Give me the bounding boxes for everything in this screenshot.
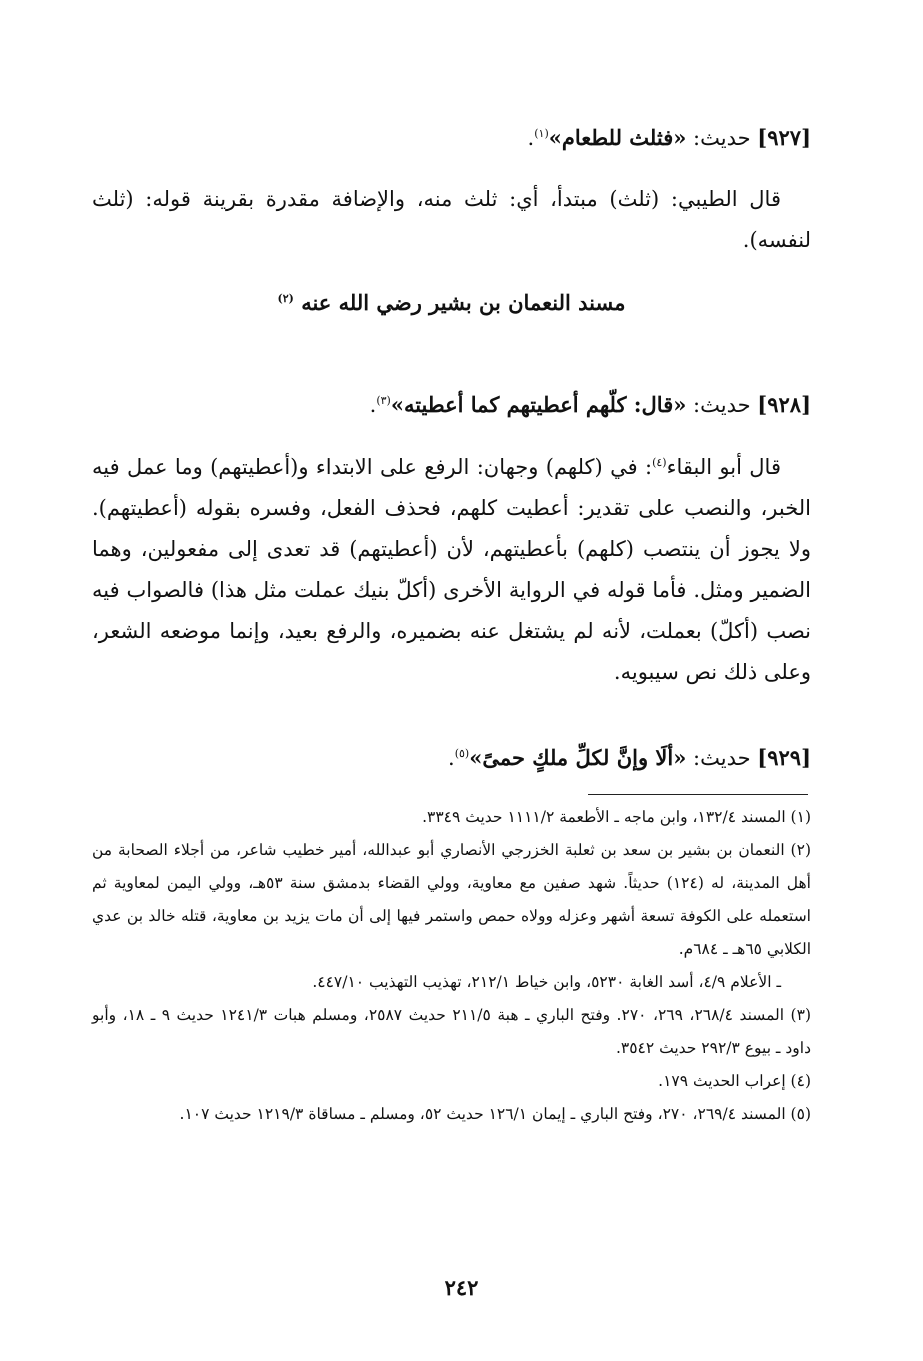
sentence-end: .	[527, 126, 535, 150]
hadith-text: «فثلث للطعام»	[548, 125, 687, 150]
commentary-start: قال أبو البقاء	[666, 455, 781, 479]
hadith-929-line	[92, 737, 811, 779]
footnote-2: (٢) النعمان بن بشير بن سعد بن ثعلبة الخزرجي الأنصاري أبو عبدالله، أمير خطيب شاعر، من أجلاء الصحابة من أهل المدينة، له (١٢٤) حديثاً. شهد صفين مع معاوية، وولي القضاء بدمشق سنة ٥٣هـ، وولي اليمن لمعاوية ثم استعمله على الكوفة تسعة أشهر وعزله وولاه حمص واستمر فيها إلى أن مات يزيد بن معاوية، قتله خالد بن عدي الكلابي ٦٥هـ ـ ٦٨٤م.	[92, 841, 811, 958]
hadith-label: حديث:	[693, 746, 751, 770]
tibi-commentary: قال الطيبي: (ثلث) مبتدأ، أي: ثلث منه، والإضافة مقدرة بقرينة قوله: (ثلث لنفسه).	[92, 187, 811, 252]
hadith-label: حديث:	[693, 393, 751, 417]
footnote-separator	[588, 794, 808, 795]
hadith-number: [٩٢٩]	[757, 745, 811, 770]
page-number: ٢٤٢	[444, 1275, 479, 1300]
footnotes	[92, 801, 811, 1131]
footnote-ref: (٤)	[652, 456, 667, 469]
footnote-ref: (٣)	[376, 394, 391, 407]
footnote-4: (٤) إعراب الحديث ١٧٩.	[658, 1072, 811, 1090]
footnote-3: (٣) المسند ٢٦٨/٤، ٢٦٩، ٢٧٠. وفتح الباري ـ هبة ٢١١/٥ حديث ٢٥٨٧، ومسلم هبات ١٢٤١/٣ حديث ٩ ـ ١٨، وأبو داود ـ بيوع ٢٩٢/٣ حديث ٣٥٤٢.	[92, 1006, 811, 1057]
hadith-928-line	[92, 384, 811, 426]
section-heading	[92, 290, 811, 315]
commentary-body: : في (كلهم) وجهان: الرفع على الابتداء و(أعطيتهم) وما عمل فيه الخبر، والنصب على تقدير: أعطيت كلهم، فحذف الفعل، وفسره بقوله (أعطيتهم). ولا يجوز أن ينتصب (كلهم) بأعطيتهم، لأن (أعطيتهم) قد تعدى إلى مفعولين، وهما الضمير ومثل. فأما قوله في الرواية الأخرى (أكلّ بنيك عملت مثل هذا) فالصواب فيه نصب (أكلّ) بعملت، لأنه لم يشتغل عنه بضميره، والرفع بعيد، وإنما موضعه الشعر، وعلى ذلك نص سيبويه.	[92, 455, 811, 684]
footnote-ref: (٢)	[277, 292, 294, 305]
hadith-number: [٩٢٧]	[757, 125, 811, 150]
hadith-text: «ألَا وإنَّ لكلِّ ملكٍ حمىً»	[469, 745, 687, 770]
hadith-text: «قال: كلّهم أعطيتهم كما أعطيته»	[390, 392, 687, 417]
footnote-ref: (٥)	[454, 747, 470, 760]
abu-al-baqa-commentary	[92, 447, 811, 693]
footnote-1: (١) المسند ١٣٢/٤، وابن ماجه ـ الأطعمة ١١١١/٢ حديث ٣٣٤٩.	[422, 808, 811, 826]
footnote-2-sources: ـ الأعلام ٤/٩، أسد الغابة ٥٢٣٠، وابن خياط ٢١٢/١، تهذيب التهذيب ٤٤٧/١٠.	[312, 973, 781, 991]
footnote-5: (٥) المسند ٢٦٩/٤، ٢٧٠، وفتح الباري ـ إيمان ١٢٦/١ حديث ٥٢، ومسلم ـ مساقاة ١٢١٩/٣ حديث ١٠٧.	[179, 1105, 811, 1123]
hadith-927-line	[92, 117, 811, 159]
hadith-number: [٩٢٨]	[757, 392, 811, 417]
hadith-label: حديث:	[693, 126, 751, 150]
footnote-ref: (١)	[534, 127, 549, 140]
section-heading-text: مسند النعمان بن بشير رضي الله عنه	[301, 290, 626, 315]
sentence-end: .	[369, 393, 377, 417]
sentence-end: .	[448, 746, 455, 770]
